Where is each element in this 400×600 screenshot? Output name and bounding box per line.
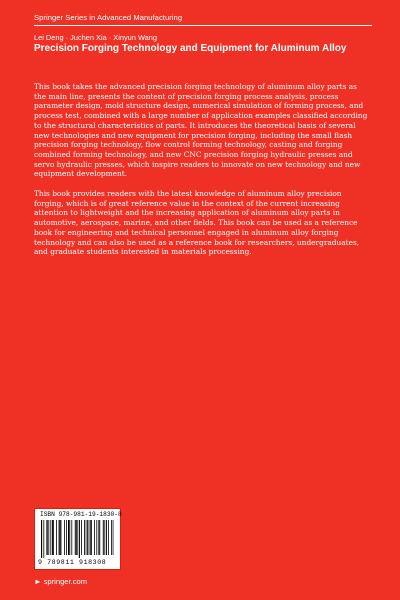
barcode-bar <box>103 520 104 555</box>
barcode-bar <box>87 520 88 555</box>
barcode-bar <box>76 520 77 555</box>
book-title: Precision Forging Technology and Equipment for Aluminum Alloy <box>34 43 347 54</box>
description-paragraph-1: This book takes the advanced precision forging technology of aluminum alloy parts as the main line, presents the content of precision forging process analysis, process parameter design, mold structure design, numerical simulation of forming process, and process test, combined with a large number of application examples classified according to the structural characteristics of parts. It introduces the theoretical basis of several new technologies and new equipment for precision forging, including the small flash precision forging technology, flow control forming technology, casting and forging combined forming technology, and new CNC precision forging hydraulic presses and servo hydraulic presses, which inspire readers to innovate on new technology and new equipment development. <box>34 82 368 179</box>
authors: Lei Deng · Juchen Xia · Xinyun Wang <box>34 33 157 42</box>
isbn-text: ISBN 978-981-19-1830-8 <box>40 511 122 518</box>
barcode-bar <box>46 520 47 555</box>
barcode-box <box>34 508 121 570</box>
barcode-bar <box>52 520 53 555</box>
barcode-bar <box>77 520 78 555</box>
barcode-bar <box>84 520 85 555</box>
description-paragraph-2: This book provides readers with the latest knowledge of aluminum alloy precision forging, which is of great reference value in the context of the current increasing attention to lightweight and the increasing application of aluminum alloy parts in automotive, aerospace, marine, and other fields. This book can be used as a reference book for engineering and technical personnel engaged in aluminum alloy forging technology and can also be used as a reference book for researchers, undergraduates, and graduate students interested in materials processing. <box>34 189 360 257</box>
barcode-bar <box>71 520 72 555</box>
barcode-bar <box>99 520 100 555</box>
barcode-bar <box>94 520 95 555</box>
barcode-bar <box>96 520 97 555</box>
barcode-bar <box>41 520 42 558</box>
barcode-bar <box>104 520 105 555</box>
barcode-bar <box>53 520 54 555</box>
barcode-bar <box>56 520 57 555</box>
barcode-bar <box>79 520 80 558</box>
barcode-bar <box>66 520 67 555</box>
barcode-bar <box>64 520 65 555</box>
barcode-bar <box>68 520 69 555</box>
barcode-bar <box>81 520 82 555</box>
barcode-bar <box>60 520 61 555</box>
barcode-digits: 9 789811 918308 <box>38 559 107 566</box>
barcode-bar <box>90 520 91 555</box>
barcode-bar <box>98 520 99 555</box>
barcode-bar <box>108 520 109 555</box>
springer-website-link[interactable]: ► springer.com <box>34 577 88 586</box>
barcode-bar <box>88 520 89 555</box>
barcode-bar <box>48 520 49 555</box>
barcode-bar <box>59 520 60 555</box>
barcode-bar <box>43 520 44 558</box>
barcode-bar <box>111 520 112 555</box>
barcode-bar <box>75 520 76 555</box>
barcode-bar <box>61 520 62 555</box>
barcode-bars <box>41 520 114 558</box>
barcode-bar <box>69 520 70 555</box>
series-name: Springer Series in Advanced Manufacturing <box>34 13 183 22</box>
barcode-bar <box>50 520 51 555</box>
description <box>34 82 369 267</box>
header-rule <box>34 25 372 26</box>
barcode-bar <box>106 520 107 555</box>
barcode-bar <box>91 520 92 555</box>
